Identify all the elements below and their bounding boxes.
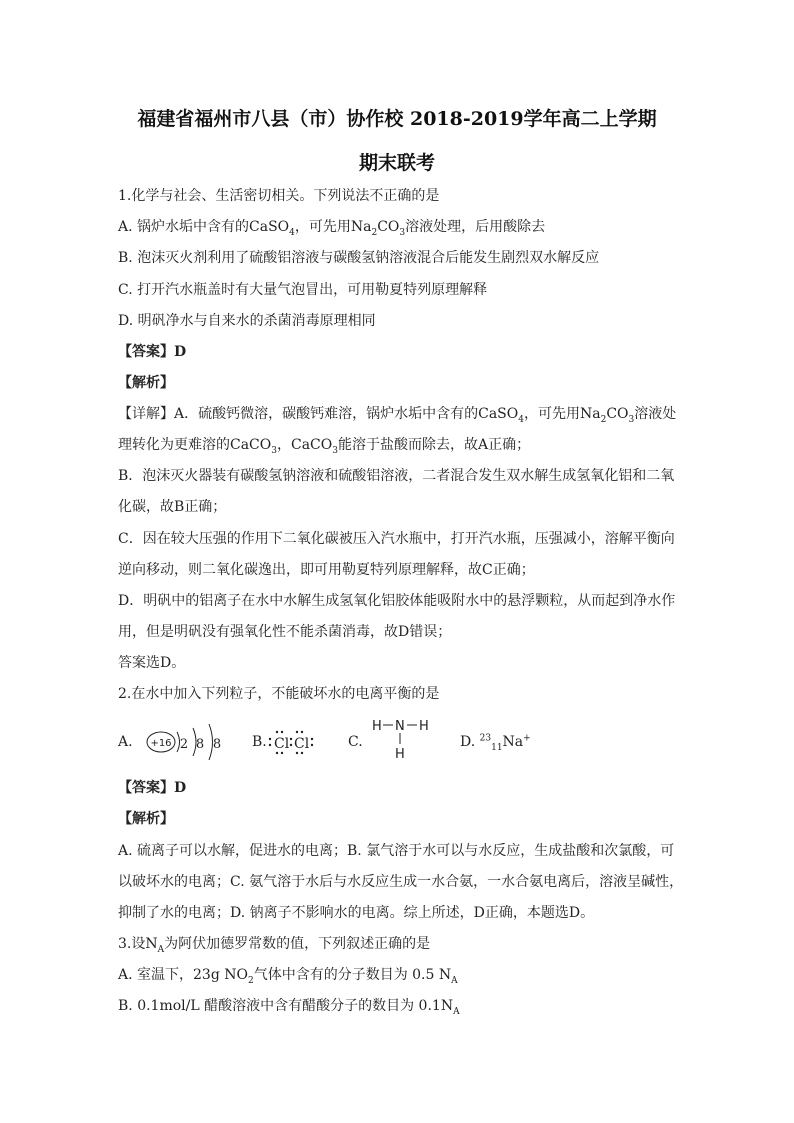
q1-detail-line: B．泡沫灭火器装有碳酸氢钠溶液和硫酸铝溶液，二者混合发生双水解生成氢氧化铝和二氧 <box>118 468 675 484</box>
q1-stem: 1.化学与社会、生活密切相关。下列说法不正确的是 <box>118 188 440 204</box>
shell-electrons-2: 8 <box>195 737 205 752</box>
q1-option-d: D. 明矾净水与自来水的杀菌消毒原理相同 <box>118 313 376 329</box>
q3-option-b: B. 0.1mol/L 醋酸溶液中含有醋酸分子的数目为 $0.1N_A$ <box>118 998 460 1017</box>
shell-electrons-3: 8 <box>212 737 222 752</box>
chlorine-atom-1: Cl <box>274 736 290 752</box>
q1-detail-line: D．明矾中的铝离子在水中水解生成氢氧化铝胶体能吸附水中的悬浮颗粒，从而起到净水作 <box>118 593 676 609</box>
chlorine-electron-dot-formula <box>268 728 318 756</box>
nitrogen-atom: N <box>395 719 405 734</box>
q1-option-a: A. 锅炉水垢中含有的CaSO$_4$，可先用$Na_2CO_3$溶液处理，后用酸除去 <box>118 219 546 238</box>
q2-answer: 【答案】D <box>118 780 187 796</box>
hydrogen-atom: H <box>372 719 382 734</box>
q1-option-c: C. 打开汽水瓶盖时有大量气泡冒出，可用勒夏特列原理解释 <box>118 282 488 298</box>
q2-explanation-line: A. 硫离子可以水解，促进水的电离；B. 氯气溶于水可以与水反应，生成盐酸和次氯酸，可 <box>118 843 675 859</box>
sulfide-ion-structure-diagram <box>144 718 254 760</box>
q1-detail-line: 用，但是明矾没有强氧化性不能杀菌消毒，故D错误； <box>118 624 452 640</box>
hydrogen-atom: H <box>419 719 429 734</box>
shell-electrons-1: 2 <box>179 737 189 752</box>
ammonia-structural-formula <box>370 716 442 762</box>
hydrogen-atom: H <box>395 747 405 762</box>
document-title-line-2: 期末联考 <box>358 152 435 174</box>
q3-option-a: A. 室温下，23g $NO_2$气体中含有的分子数目为 0.5 $N_A$ <box>118 967 458 986</box>
q2-explanation-line: 以破坏水的电离；C. 氨气溶于水后与水反应生成一水合氨，一水合氨电离后，溶液呈碱性， <box>118 874 684 890</box>
q1-detail-line: 化碳，故B正确； <box>118 499 227 515</box>
q2-option-d-label: D. $^{23}_{11}$Na+ <box>460 733 531 753</box>
q1-detail-line: C．因在较大压强的作用下二氧化碳被压入汽水瓶中，打开汽水瓶，压强减小，溶解平衡向 <box>118 531 675 547</box>
q1-detail-line: 理转化为更难溶的CaCO$_3$，CaCO$_3$能溶于盐酸而除去，故A正确； <box>118 437 531 456</box>
q1-answer: 【答案】D <box>118 344 187 360</box>
q1-conclusion: 答案选D。 <box>118 655 186 671</box>
chlorine-atom-2: Cl <box>294 736 310 752</box>
q2-option-c-label: C. <box>348 734 363 750</box>
q3-stem: 3.设$N_A$为阿伏加德罗常数的值，下列叙述正确的是 <box>118 936 431 955</box>
q1-detail-line: 【详解】A．硫酸钙微溶，碳酸钙难溶，锅炉水垢中含有的CaSO$_4$，可先用$Na_2CO_3$溶液处 <box>118 406 677 425</box>
q1-option-b: B. 泡沫灭火剂利用了硫酸铝溶液与碳酸氢钠溶液混合后能发生剧烈双水解反应 <box>118 250 600 266</box>
q2-option-a-label: A. <box>118 734 133 750</box>
q2-option-b-label: B. <box>252 734 267 750</box>
q2-analysis-label: 【解析】 <box>118 811 174 827</box>
q2-options <box>118 718 678 766</box>
q1-detail-line: 逆向移动，则二氧化碳逸出，即可用勒夏特列原理解释，故C正确； <box>118 562 535 578</box>
nucleus-charge: +16 <box>150 738 172 749</box>
q1-analysis-label: 【解析】 <box>118 375 174 391</box>
q2-explanation-line: 抑制了水的电离；D. 钠离子不影响水的电离。综上所述，D正确，本题选D。 <box>118 905 595 921</box>
q2-stem: 2.在水中加入下列粒子，不能破坏水的电离平衡的是 <box>118 686 440 702</box>
document-title-line-1: 福建省福州市八县（市）协作校 2018-2019学年高二上学期 <box>137 108 657 130</box>
